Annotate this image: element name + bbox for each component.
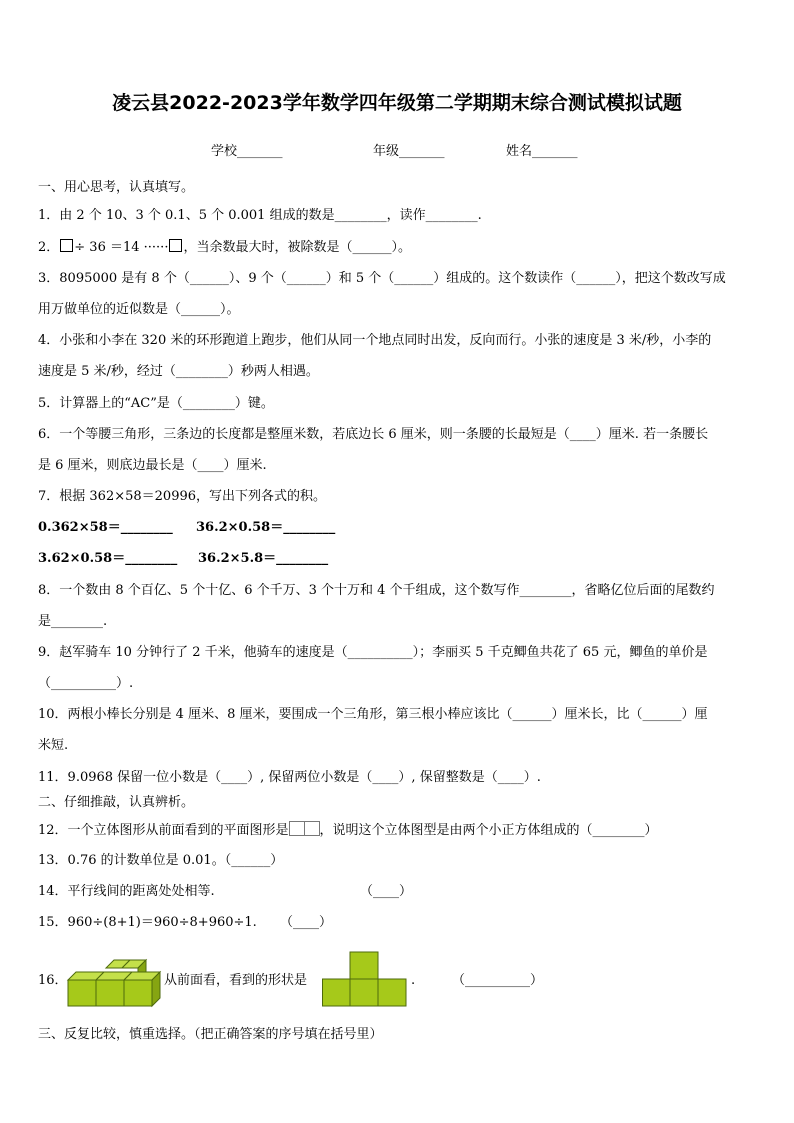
q12-text-a: 12．一个立体图形从前面看到的平面图形是 bbox=[38, 823, 289, 838]
question-10-line-2: 米短. bbox=[38, 738, 69, 753]
question-14: 14．平行线间的距离处处相等. bbox=[38, 884, 215, 899]
q2-text: ，当余数最大时，被除数是（______）。 bbox=[183, 240, 411, 255]
question-7: 7．根据 362×58＝20996，写出下列各式的积。 bbox=[38, 489, 327, 504]
q7-item-d: 36.2×5.8＝________ bbox=[198, 551, 329, 566]
q16-text: 从前面看，看到的形状是 bbox=[164, 973, 308, 988]
question-10-line-1: 10．两根小棒长分别是 4 厘米、8 厘米，要围成一个三角形，第三根小棒应该比（______）厘米长，比（______）厘 bbox=[38, 707, 708, 722]
question-13: 13．0.76 的计数单位是 0.01。（______） bbox=[38, 853, 284, 868]
cube-front-face bbox=[96, 980, 124, 1006]
question-6-line-1: 6．一个等腰三角形，三条边的长度都是整厘米数，若底边长 6 厘米，则一条腰的长最短是（____）厘米. 若一条腰长 bbox=[38, 427, 709, 442]
square-icon bbox=[289, 821, 305, 836]
front-view-figure bbox=[322, 951, 408, 1007]
question-16-number: 16． bbox=[38, 973, 68, 988]
q2-expression: ÷ 36 ＝14 ······ bbox=[74, 240, 169, 255]
cube-front-face bbox=[68, 980, 96, 1006]
question-3-line-2: 用万做单位的近似数是（______）。 bbox=[38, 302, 240, 317]
question-6-line-2: 是 6 厘米，则底边最长是（____）厘米. bbox=[38, 458, 267, 473]
q2-number: 2． bbox=[38, 240, 60, 255]
q7-item-c: 3.62×0.58＝________ bbox=[38, 551, 178, 566]
grade-field[interactable]: 年级_______ bbox=[373, 144, 445, 159]
page-title: 凌云县2022-2023学年数学四年级第二学期期末综合测试模拟试题 bbox=[112, 92, 682, 114]
square-icon bbox=[305, 821, 320, 836]
blank-box-icon[interactable] bbox=[60, 239, 73, 252]
square-face bbox=[323, 979, 351, 1006]
q16-answer-paren[interactable]: （__________） bbox=[452, 973, 544, 988]
school-field[interactable]: 学校_______ bbox=[211, 144, 283, 159]
square-face bbox=[378, 979, 406, 1006]
q15-answer-paren[interactable]: （____） bbox=[280, 915, 333, 930]
cube-front-face bbox=[124, 980, 152, 1006]
cube-structure-figure bbox=[66, 958, 164, 1008]
question-12 bbox=[38, 821, 758, 839]
question-1: 1．由 2 个 10、3 个 0.1、5 个 0.001 组成的数是________，读作________. bbox=[38, 208, 482, 223]
question-9-line-1: 9．赵军骑车 10 分钟行了 2 千米，他骑车的速度是（__________）；李丽买 5 千克鲫鱼共花了 65 元，鲫鱼的单价是 bbox=[38, 645, 708, 660]
question-9-line-2: （__________）. bbox=[38, 676, 134, 691]
question-11: 11．9.0968 保留一位小数是（____）, 保留两位小数是（____）, 保留整数是（____）. bbox=[38, 770, 541, 785]
question-4-line-2: 速度是 5 米/秒，经过（________）秒两人相遇。 bbox=[38, 364, 319, 379]
question-3-line-1: 3．8095000 是有 8 个（______）、9 个（______）和 5 个（______）组成的。这个数读作（______），把这个数改写成 bbox=[38, 271, 726, 286]
name-field[interactable]: 姓名_______ bbox=[506, 144, 578, 159]
question-8-line-2: 是________. bbox=[38, 614, 108, 629]
section-2-heading: 二、仔细推敲，认真辨析。 bbox=[38, 795, 195, 810]
square-face bbox=[350, 979, 378, 1006]
cube-figure-shapes bbox=[68, 960, 160, 1006]
square-face bbox=[350, 952, 378, 979]
question-2 bbox=[38, 239, 758, 256]
section-3-heading: 三、反复比较，慎重选择。（把正确答案的序号填在括号里） bbox=[38, 1027, 383, 1042]
q7-item-b: 36.2×0.58＝________ bbox=[196, 520, 336, 535]
q14-answer-paren[interactable]: （____） bbox=[360, 884, 413, 899]
question-15: 15．960÷(8+1)＝960÷8+960÷1. bbox=[38, 915, 257, 930]
q7-item-a: 0.362×58＝________ bbox=[38, 520, 173, 535]
q12-text-b: ，说明这个立体图型是由两个小正方体组成的（________） bbox=[319, 823, 658, 838]
question-5: 5．计算器上的“AC”是（________）键。 bbox=[38, 396, 274, 411]
question-4-line-1: 4．小张和小李在 320 米的环形跑道上跑步，他们从同一个地点同时出发，反向而行。小张的速度是 3 米/秒，小李的 bbox=[38, 333, 712, 348]
section-1-heading: 一、用心思考，认真填写。 bbox=[38, 180, 195, 195]
blank-box-icon[interactable] bbox=[169, 239, 182, 252]
q16-dot: . bbox=[411, 973, 416, 988]
question-8-line-1: 8．一个数由 8 个百亿、5 个十亿、6 个千万、3 个十万和 4 个千组成，这个数写作________，省略亿位后面的尾数约 bbox=[38, 583, 715, 598]
